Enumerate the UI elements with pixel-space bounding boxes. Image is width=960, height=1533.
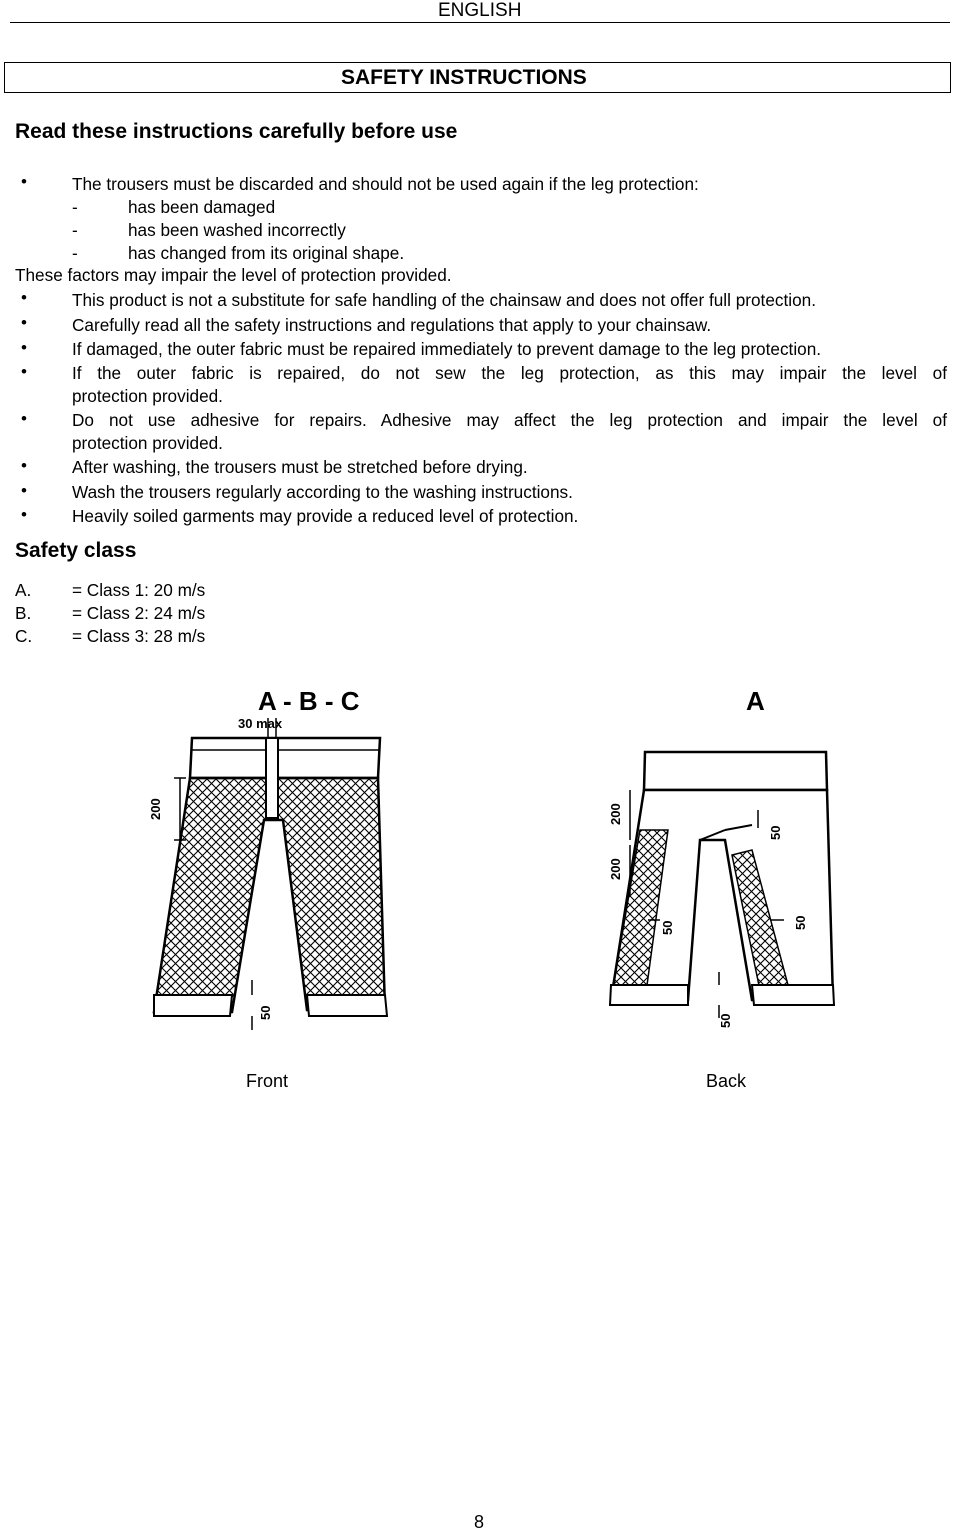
discard-lead: The trousers must be discarded and should not be used again if the leg protection: bbox=[72, 174, 699, 194]
dash-mark: - bbox=[72, 220, 78, 240]
bullet-text-cont: protection provided. bbox=[72, 386, 223, 406]
bullet-text: Do not use adhesive for repairs. Adhesive may affect the leg protection and impair the level of bbox=[72, 410, 947, 430]
bullet-icon: • bbox=[21, 505, 27, 524]
class-text: = Class 1: 20 m/s bbox=[72, 580, 206, 600]
class-letter: C. bbox=[15, 626, 33, 646]
header-language: ENGLISH bbox=[438, 0, 522, 21]
svg-text:50: 50 bbox=[768, 825, 783, 840]
svg-text:50: 50 bbox=[258, 1005, 273, 1020]
bullet-text-cont: protection provided. bbox=[72, 433, 223, 453]
svg-text:200: 200 bbox=[608, 803, 623, 825]
condition-item: has been damaged bbox=[128, 197, 276, 217]
intro-heading: Read these instructions carefully before use bbox=[15, 120, 458, 143]
bullet-icon: • bbox=[21, 313, 27, 332]
front-trousers bbox=[154, 718, 387, 1016]
front-dimension-50 bbox=[252, 980, 273, 1030]
dash-mark: - bbox=[72, 243, 78, 263]
safety-class-heading: Safety class bbox=[15, 539, 137, 562]
page-number: 8 bbox=[474, 1512, 485, 1532]
dash-mark: - bbox=[72, 197, 78, 217]
condition-item: has been washed incorrectly bbox=[128, 220, 346, 240]
class-letter: B. bbox=[15, 603, 32, 623]
bullet-text: After washing, the trousers must be stretched before drying. bbox=[72, 457, 528, 477]
back-dimension-200-lower bbox=[608, 845, 630, 895]
bullet-icon: • bbox=[21, 288, 27, 307]
front-dimension-200 bbox=[148, 778, 186, 840]
bullet-text: Carefully read all the safety instructions and regulations that apply to your chainsaw. bbox=[72, 315, 712, 335]
class-letter: A. bbox=[15, 580, 32, 600]
front-label: A - B - C bbox=[258, 686, 360, 716]
condition-item: has changed from its original shape. bbox=[128, 243, 405, 263]
class-text: = Class 2: 24 m/s bbox=[72, 603, 206, 623]
class-text: = Class 3: 28 m/s bbox=[72, 626, 206, 646]
bullet-text: Wash the trousers regularly according to the washing instructions. bbox=[72, 482, 573, 502]
back-dimension-200-upper bbox=[608, 790, 630, 840]
back-caption: Back bbox=[706, 1071, 747, 1091]
header-rule bbox=[10, 22, 950, 23]
front-note: 30 max bbox=[238, 716, 283, 731]
front-caption: Front bbox=[246, 1071, 289, 1091]
bullet-icon: • bbox=[21, 409, 27, 428]
svg-text:50: 50 bbox=[660, 920, 675, 935]
back-dimension-50-hem bbox=[718, 972, 733, 1028]
bullet-text: If damaged, the outer fabric must be repaired immediately to prevent damage to the leg protection. bbox=[72, 339, 822, 359]
bullet-icon: • bbox=[21, 362, 27, 381]
discard-note: These factors may impair the level of protection provided. bbox=[15, 265, 452, 285]
bullet-text: If the outer fabric is repaired, do not sew the leg protection, as this may impair the level of bbox=[72, 363, 947, 383]
bullet-icon: • bbox=[21, 338, 27, 357]
back-trousers bbox=[610, 752, 834, 1005]
bullet-icon: • bbox=[21, 172, 27, 191]
svg-text:50: 50 bbox=[718, 1013, 733, 1028]
bullet-text: This product is not a substitute for safe handling of the chainsaw and does not offer full protection. bbox=[72, 290, 816, 310]
svg-text:200: 200 bbox=[608, 858, 623, 880]
trousers-diagram bbox=[0, 680, 960, 1060]
back-label: A bbox=[746, 686, 765, 716]
bullet-text: Heavily soiled garments may provide a reduced level of protection. bbox=[72, 506, 579, 526]
svg-text:50: 50 bbox=[793, 915, 808, 930]
bullet-icon: • bbox=[21, 481, 27, 500]
svg-text:200: 200 bbox=[148, 798, 163, 820]
bullet-icon: • bbox=[21, 456, 27, 475]
page-title: SAFETY INSTRUCTIONS bbox=[341, 66, 587, 89]
